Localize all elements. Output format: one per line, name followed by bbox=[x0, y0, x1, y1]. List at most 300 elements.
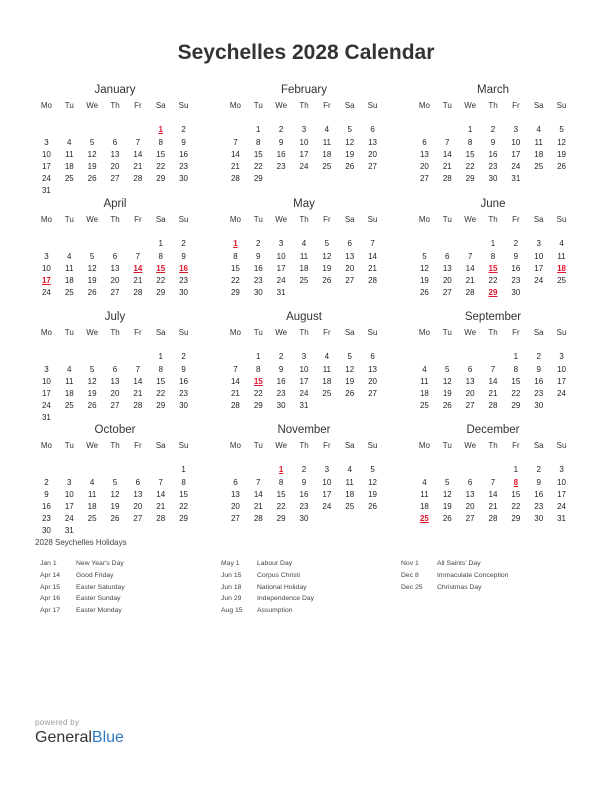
weekday-header: Th bbox=[299, 215, 309, 224]
weekday-header: Sa bbox=[533, 328, 544, 337]
weekday-header: Su bbox=[367, 441, 378, 450]
day-cell: 13 bbox=[110, 376, 120, 386]
day-cell: 6 bbox=[445, 251, 450, 261]
day-cell: 7 bbox=[135, 251, 141, 261]
day-cell: 26 bbox=[322, 275, 332, 285]
weekday-header: We bbox=[464, 328, 477, 337]
day-cell: 23 bbox=[276, 388, 286, 398]
day-cell: 5 bbox=[347, 125, 352, 135]
month-june bbox=[413, 197, 573, 299]
month-name: January bbox=[94, 84, 136, 96]
day-cell: 15 bbox=[156, 149, 166, 159]
holiday-day-cell: 29 bbox=[488, 288, 498, 298]
day-cell: 21 bbox=[133, 388, 143, 398]
month-name: July bbox=[104, 311, 126, 323]
day-cell: 22 bbox=[253, 161, 263, 171]
spacer-cell bbox=[35, 339, 58, 351]
day-cell: 7 bbox=[370, 239, 375, 249]
day-cell: 30 bbox=[299, 514, 309, 524]
spacer-cell bbox=[172, 226, 195, 238]
day-cell: 2 bbox=[44, 477, 49, 487]
day-cell: 5 bbox=[422, 251, 427, 261]
weekday-header: Th bbox=[299, 328, 309, 337]
day-cell: 5 bbox=[347, 352, 352, 362]
day-cell: 28 bbox=[488, 514, 498, 524]
day-cell: 1 bbox=[467, 125, 473, 135]
day-cell: 30 bbox=[511, 288, 521, 298]
holiday-name: Labour Day bbox=[257, 560, 293, 567]
spacer-cell bbox=[338, 226, 361, 238]
empty-cell bbox=[104, 464, 127, 476]
day-cell: 18 bbox=[534, 149, 544, 159]
day-cell: 4 bbox=[67, 137, 72, 147]
spacer-cell bbox=[172, 339, 195, 351]
weekday-header: Fr bbox=[323, 441, 331, 450]
month-july bbox=[35, 310, 195, 425]
spacer-cell bbox=[436, 452, 459, 464]
day-cell: 8 bbox=[278, 477, 284, 487]
empty-cell bbox=[58, 464, 81, 476]
day-cell: 7 bbox=[490, 364, 496, 374]
weekday-header: Sa bbox=[155, 215, 166, 224]
day-cell: 16 bbox=[41, 501, 51, 511]
holiday-entry bbox=[40, 558, 220, 570]
day-cell: 28 bbox=[253, 514, 263, 524]
weekday-header: Su bbox=[556, 328, 567, 337]
day-cell: 10 bbox=[41, 149, 51, 159]
day-cell: 17 bbox=[534, 263, 544, 273]
day-cell: 20 bbox=[110, 161, 120, 171]
day-cell: 3 bbox=[559, 352, 564, 362]
spacer-cell bbox=[315, 226, 338, 238]
day-cell: 12 bbox=[368, 477, 378, 487]
spacer-cell bbox=[35, 452, 58, 464]
day-cell: 18 bbox=[419, 501, 429, 511]
day-cell: 14 bbox=[488, 376, 498, 386]
day-cell: 4 bbox=[301, 239, 307, 249]
weekday-header: Tu bbox=[64, 215, 74, 224]
day-cell: 11 bbox=[65, 263, 74, 273]
day-cell: 31 bbox=[41, 186, 51, 196]
day-cell: 1 bbox=[513, 352, 519, 362]
day-cell: 8 bbox=[256, 364, 261, 374]
empty-cell bbox=[126, 351, 149, 363]
day-cell: 13 bbox=[442, 263, 452, 273]
day-cell: 3 bbox=[44, 137, 49, 147]
spacer-cell bbox=[550, 339, 573, 351]
spacer-cell bbox=[413, 339, 436, 351]
day-cell: 26 bbox=[368, 501, 378, 511]
day-cell: 20 bbox=[133, 501, 143, 511]
weekday-header: Mo bbox=[40, 441, 52, 450]
day-cell: 4 bbox=[559, 239, 564, 249]
holiday-name: Immaculate Conception bbox=[437, 571, 509, 579]
day-cell: 21 bbox=[253, 501, 263, 511]
day-cell: 27 bbox=[110, 401, 120, 411]
day-cell: 12 bbox=[87, 149, 97, 159]
holiday-name: National Holiday bbox=[257, 583, 307, 591]
spacer-cell bbox=[315, 452, 338, 464]
day-cell: 7 bbox=[445, 137, 450, 147]
spacer-cell bbox=[149, 452, 172, 464]
day-cell: 26 bbox=[345, 161, 355, 171]
day-cell: 20 bbox=[110, 275, 120, 285]
day-cell: 11 bbox=[557, 251, 566, 261]
day-cell: 18 bbox=[64, 388, 74, 398]
weekday-header: Fr bbox=[134, 441, 142, 450]
weekday-header: Fr bbox=[512, 215, 520, 224]
weekday-header: We bbox=[464, 101, 477, 110]
holiday-name: All Saints' Day bbox=[437, 560, 481, 567]
day-cell: 5 bbox=[324, 239, 330, 249]
day-cell: 27 bbox=[465, 401, 475, 411]
weekday-header: Th bbox=[488, 215, 498, 224]
empty-cell bbox=[35, 464, 58, 476]
day-cell: 20 bbox=[419, 161, 429, 171]
holidays-column bbox=[221, 558, 401, 617]
holiday-date: Jan 1 bbox=[40, 560, 57, 567]
day-cell: 28 bbox=[465, 288, 475, 298]
empty-cell bbox=[459, 351, 482, 363]
day-cell: 5 bbox=[445, 364, 450, 374]
day-cell: 17 bbox=[557, 376, 567, 386]
day-cell: 19 bbox=[419, 275, 429, 285]
day-cell: 20 bbox=[465, 388, 475, 398]
footer bbox=[35, 718, 124, 747]
weekday-header: Mo bbox=[40, 215, 52, 224]
holidays-column bbox=[401, 558, 581, 593]
holiday-day-cell: 25 bbox=[419, 514, 429, 524]
spacer-cell bbox=[81, 112, 104, 124]
month-grid bbox=[35, 100, 195, 198]
holiday-day-cell: 15 bbox=[253, 376, 263, 386]
day-cell: 15 bbox=[465, 149, 475, 159]
weekday-header: Su bbox=[178, 101, 189, 110]
day-cell: 27 bbox=[230, 514, 240, 524]
day-cell: 17 bbox=[299, 376, 309, 386]
day-cell: 28 bbox=[133, 401, 143, 411]
spacer-cell bbox=[482, 112, 505, 124]
month-name: March bbox=[477, 84, 509, 96]
spacer-cell bbox=[81, 452, 104, 464]
day-cell: 3 bbox=[44, 251, 49, 261]
day-cell: 9 bbox=[536, 364, 541, 374]
day-cell: 13 bbox=[110, 149, 120, 159]
day-cell: 22 bbox=[276, 501, 286, 511]
spacer-cell bbox=[270, 452, 293, 464]
day-cell: 3 bbox=[67, 477, 72, 487]
empty-cell bbox=[413, 238, 436, 250]
weekday-header: Mo bbox=[418, 101, 430, 110]
empty-cell bbox=[35, 351, 58, 363]
empty-cell bbox=[58, 124, 81, 136]
spacer-cell bbox=[413, 452, 436, 464]
day-cell: 9 bbox=[181, 137, 186, 147]
weekday-header: Su bbox=[367, 215, 378, 224]
day-cell: 29 bbox=[253, 174, 263, 184]
spacer-cell bbox=[504, 112, 527, 124]
day-cell: 15 bbox=[230, 263, 240, 273]
day-cell: 4 bbox=[422, 477, 427, 487]
weekday-header: Th bbox=[488, 441, 498, 450]
month-name: September bbox=[464, 311, 522, 323]
holiday-entry bbox=[40, 593, 220, 605]
day-cell: 25 bbox=[322, 388, 332, 398]
day-cell: 28 bbox=[230, 401, 240, 411]
day-cell: 9 bbox=[490, 137, 496, 147]
day-cell: 26 bbox=[87, 401, 97, 411]
holiday-name: Good Friday bbox=[76, 571, 114, 579]
spacer-cell bbox=[224, 339, 247, 351]
day-cell: 30 bbox=[41, 526, 51, 536]
day-cell: 10 bbox=[511, 137, 521, 147]
day-cell: 29 bbox=[156, 174, 166, 184]
empty-cell bbox=[126, 464, 149, 476]
weekday-header: Th bbox=[488, 101, 498, 110]
day-cell: 29 bbox=[511, 401, 521, 411]
spacer-cell bbox=[172, 452, 195, 464]
day-cell: 29 bbox=[156, 401, 166, 411]
day-cell: 2 bbox=[490, 125, 496, 135]
weekday-header: We bbox=[275, 328, 288, 337]
day-cell: 26 bbox=[557, 161, 567, 171]
weekday-header: Fr bbox=[323, 215, 331, 224]
spacer-cell bbox=[35, 226, 58, 238]
day-cell: 16 bbox=[534, 376, 544, 386]
day-cell: 13 bbox=[110, 263, 120, 273]
holiday-entry bbox=[221, 570, 401, 582]
spacer-cell bbox=[550, 112, 573, 124]
empty-cell bbox=[149, 464, 172, 476]
day-cell: 23 bbox=[179, 388, 189, 398]
day-cell: 17 bbox=[511, 149, 521, 159]
weekday-header: Tu bbox=[253, 441, 263, 450]
day-cell: 22 bbox=[156, 388, 166, 398]
spacer-cell bbox=[459, 226, 482, 238]
day-cell: 29 bbox=[253, 401, 263, 411]
day-cell: 24 bbox=[511, 161, 521, 171]
day-cell: 22 bbox=[511, 388, 521, 398]
day-cell: 8 bbox=[181, 477, 186, 487]
day-cell: 18 bbox=[419, 388, 429, 398]
day-cell: 9 bbox=[256, 251, 261, 261]
spacer-cell bbox=[293, 226, 316, 238]
day-cell: 20 bbox=[442, 275, 452, 285]
day-cell: 15 bbox=[511, 489, 521, 499]
day-cell: 30 bbox=[253, 288, 263, 298]
holiday-date: Aug 15 bbox=[221, 607, 243, 615]
empty-cell bbox=[58, 238, 81, 250]
spacer-cell bbox=[338, 112, 361, 124]
empty-cell bbox=[436, 351, 459, 363]
day-cell: 15 bbox=[156, 376, 166, 386]
day-cell: 6 bbox=[467, 477, 473, 487]
spacer-cell bbox=[126, 226, 149, 238]
day-cell: 28 bbox=[156, 514, 166, 524]
holiday-date: Apr 16 bbox=[40, 595, 61, 603]
day-cell: 6 bbox=[467, 364, 473, 374]
spacer-cell bbox=[293, 112, 316, 124]
spacer-cell bbox=[527, 112, 550, 124]
day-cell: 22 bbox=[253, 388, 263, 398]
day-cell: 13 bbox=[368, 137, 378, 147]
day-cell: 8 bbox=[158, 251, 163, 261]
weekday-header: Su bbox=[556, 215, 567, 224]
spacer-cell bbox=[224, 226, 247, 238]
spacer-cell bbox=[482, 339, 505, 351]
day-cell: 9 bbox=[278, 137, 284, 147]
day-cell: 12 bbox=[345, 364, 355, 374]
day-cell: 8 bbox=[513, 364, 519, 374]
day-cell: 6 bbox=[422, 137, 427, 147]
weekday-header: Fr bbox=[512, 328, 520, 337]
day-cell: 25 bbox=[64, 288, 74, 298]
day-cell: 17 bbox=[299, 149, 309, 159]
weekday-header: Fr bbox=[512, 441, 520, 450]
day-cell: 10 bbox=[322, 477, 332, 487]
day-cell: 2 bbox=[513, 239, 519, 249]
empty-cell bbox=[413, 464, 436, 476]
holiday-entry bbox=[401, 558, 581, 570]
spacer-cell bbox=[224, 452, 247, 464]
day-cell: 2 bbox=[181, 352, 186, 362]
weekday-header: Sa bbox=[155, 328, 166, 337]
month-october bbox=[35, 423, 195, 538]
day-cell: 30 bbox=[534, 514, 544, 524]
spacer-cell bbox=[436, 226, 459, 238]
spacer-cell bbox=[58, 226, 81, 238]
day-cell: 5 bbox=[559, 125, 564, 135]
empty-cell bbox=[459, 464, 482, 476]
day-cell: 31 bbox=[64, 526, 74, 536]
day-cell: 14 bbox=[253, 489, 263, 499]
weekday-header: Sa bbox=[344, 441, 355, 450]
day-cell: 14 bbox=[368, 251, 378, 261]
day-cell: 5 bbox=[112, 477, 118, 487]
day-cell: 5 bbox=[89, 251, 95, 261]
day-cell: 14 bbox=[488, 489, 498, 499]
day-cell: 21 bbox=[133, 275, 143, 285]
weekday-header: Th bbox=[299, 441, 309, 450]
spacer-cell bbox=[126, 112, 149, 124]
day-cell: 9 bbox=[181, 251, 186, 261]
day-cell: 14 bbox=[133, 376, 143, 386]
weekday-header: Tu bbox=[442, 441, 452, 450]
day-cell: 31 bbox=[41, 413, 51, 423]
weekday-header: Sa bbox=[533, 441, 544, 450]
weekday-header: Su bbox=[367, 101, 378, 110]
holiday-name: New Year's Day bbox=[76, 560, 124, 567]
month-march bbox=[413, 83, 573, 185]
day-cell: 23 bbox=[534, 501, 544, 511]
day-cell: 12 bbox=[87, 376, 97, 386]
day-cell: 13 bbox=[465, 489, 475, 499]
month-name: February bbox=[280, 84, 328, 96]
day-cell: 21 bbox=[368, 263, 378, 273]
day-cell: 21 bbox=[230, 388, 240, 398]
day-cell: 17 bbox=[41, 161, 51, 171]
month-grid bbox=[224, 327, 384, 412]
day-cell: 10 bbox=[299, 137, 309, 147]
day-cell: 9 bbox=[181, 364, 186, 374]
day-cell: 14 bbox=[156, 489, 166, 499]
day-cell: 29 bbox=[276, 514, 286, 524]
day-cell: 12 bbox=[322, 251, 332, 261]
day-cell: 8 bbox=[467, 137, 473, 147]
day-cell: 13 bbox=[345, 251, 355, 261]
day-cell: 14 bbox=[133, 149, 143, 159]
weekday-header: Mo bbox=[40, 328, 52, 337]
day-cell: 9 bbox=[44, 489, 49, 499]
month-name: June bbox=[480, 198, 506, 210]
holiday-day-cell: 16 bbox=[179, 263, 189, 273]
day-cell: 19 bbox=[345, 376, 355, 386]
empty-cell bbox=[413, 351, 436, 363]
spacer-cell bbox=[361, 112, 384, 124]
day-cell: 24 bbox=[299, 161, 309, 171]
empty-cell bbox=[247, 464, 270, 476]
spacer-cell bbox=[81, 339, 104, 351]
month-november bbox=[224, 423, 384, 525]
day-cell: 3 bbox=[324, 465, 330, 475]
holiday-entry bbox=[401, 582, 581, 594]
spacer-cell bbox=[270, 339, 293, 351]
spacer-cell bbox=[104, 339, 127, 351]
spacer-cell bbox=[361, 339, 384, 351]
day-cell: 22 bbox=[465, 161, 475, 171]
weekday-header: Tu bbox=[442, 101, 452, 110]
generalblue-logo[interactable] bbox=[35, 729, 124, 747]
day-cell: 6 bbox=[112, 251, 118, 261]
day-cell: 4 bbox=[536, 125, 541, 135]
day-cell: 2 bbox=[278, 125, 284, 135]
spacer-cell bbox=[413, 226, 436, 238]
day-cell: 25 bbox=[87, 514, 97, 524]
day-cell: 18 bbox=[64, 161, 74, 171]
day-cell: 17 bbox=[322, 489, 332, 499]
spacer-cell bbox=[527, 452, 550, 464]
day-cell: 24 bbox=[41, 288, 51, 298]
month-grid bbox=[224, 100, 384, 185]
day-cell: 3 bbox=[536, 239, 541, 249]
holiday-day-cell: 15 bbox=[488, 263, 498, 273]
spacer-cell bbox=[270, 226, 293, 238]
spacer-cell bbox=[247, 452, 270, 464]
day-cell: 30 bbox=[179, 401, 189, 411]
day-cell: 31 bbox=[276, 288, 286, 298]
day-cell: 11 bbox=[65, 376, 74, 386]
spacer-cell bbox=[293, 452, 316, 464]
spacer-cell bbox=[413, 112, 436, 124]
empty-cell bbox=[436, 464, 459, 476]
day-cell: 22 bbox=[230, 275, 240, 285]
spacer-cell bbox=[58, 339, 81, 351]
day-cell: 9 bbox=[278, 364, 284, 374]
empty-cell bbox=[58, 351, 81, 363]
day-cell: 31 bbox=[299, 401, 309, 411]
weekday-header: Th bbox=[110, 215, 120, 224]
weekday-header: Su bbox=[178, 215, 189, 224]
holiday-date: Jun 18 bbox=[221, 583, 242, 591]
spacer-cell bbox=[436, 339, 459, 351]
weekday-header: We bbox=[464, 441, 477, 450]
holidays-column bbox=[40, 558, 220, 617]
day-cell: 20 bbox=[465, 501, 475, 511]
day-cell: 7 bbox=[256, 477, 261, 487]
day-cell: 10 bbox=[557, 477, 567, 487]
spacer-cell bbox=[81, 226, 104, 238]
day-cell: 17 bbox=[276, 263, 286, 273]
